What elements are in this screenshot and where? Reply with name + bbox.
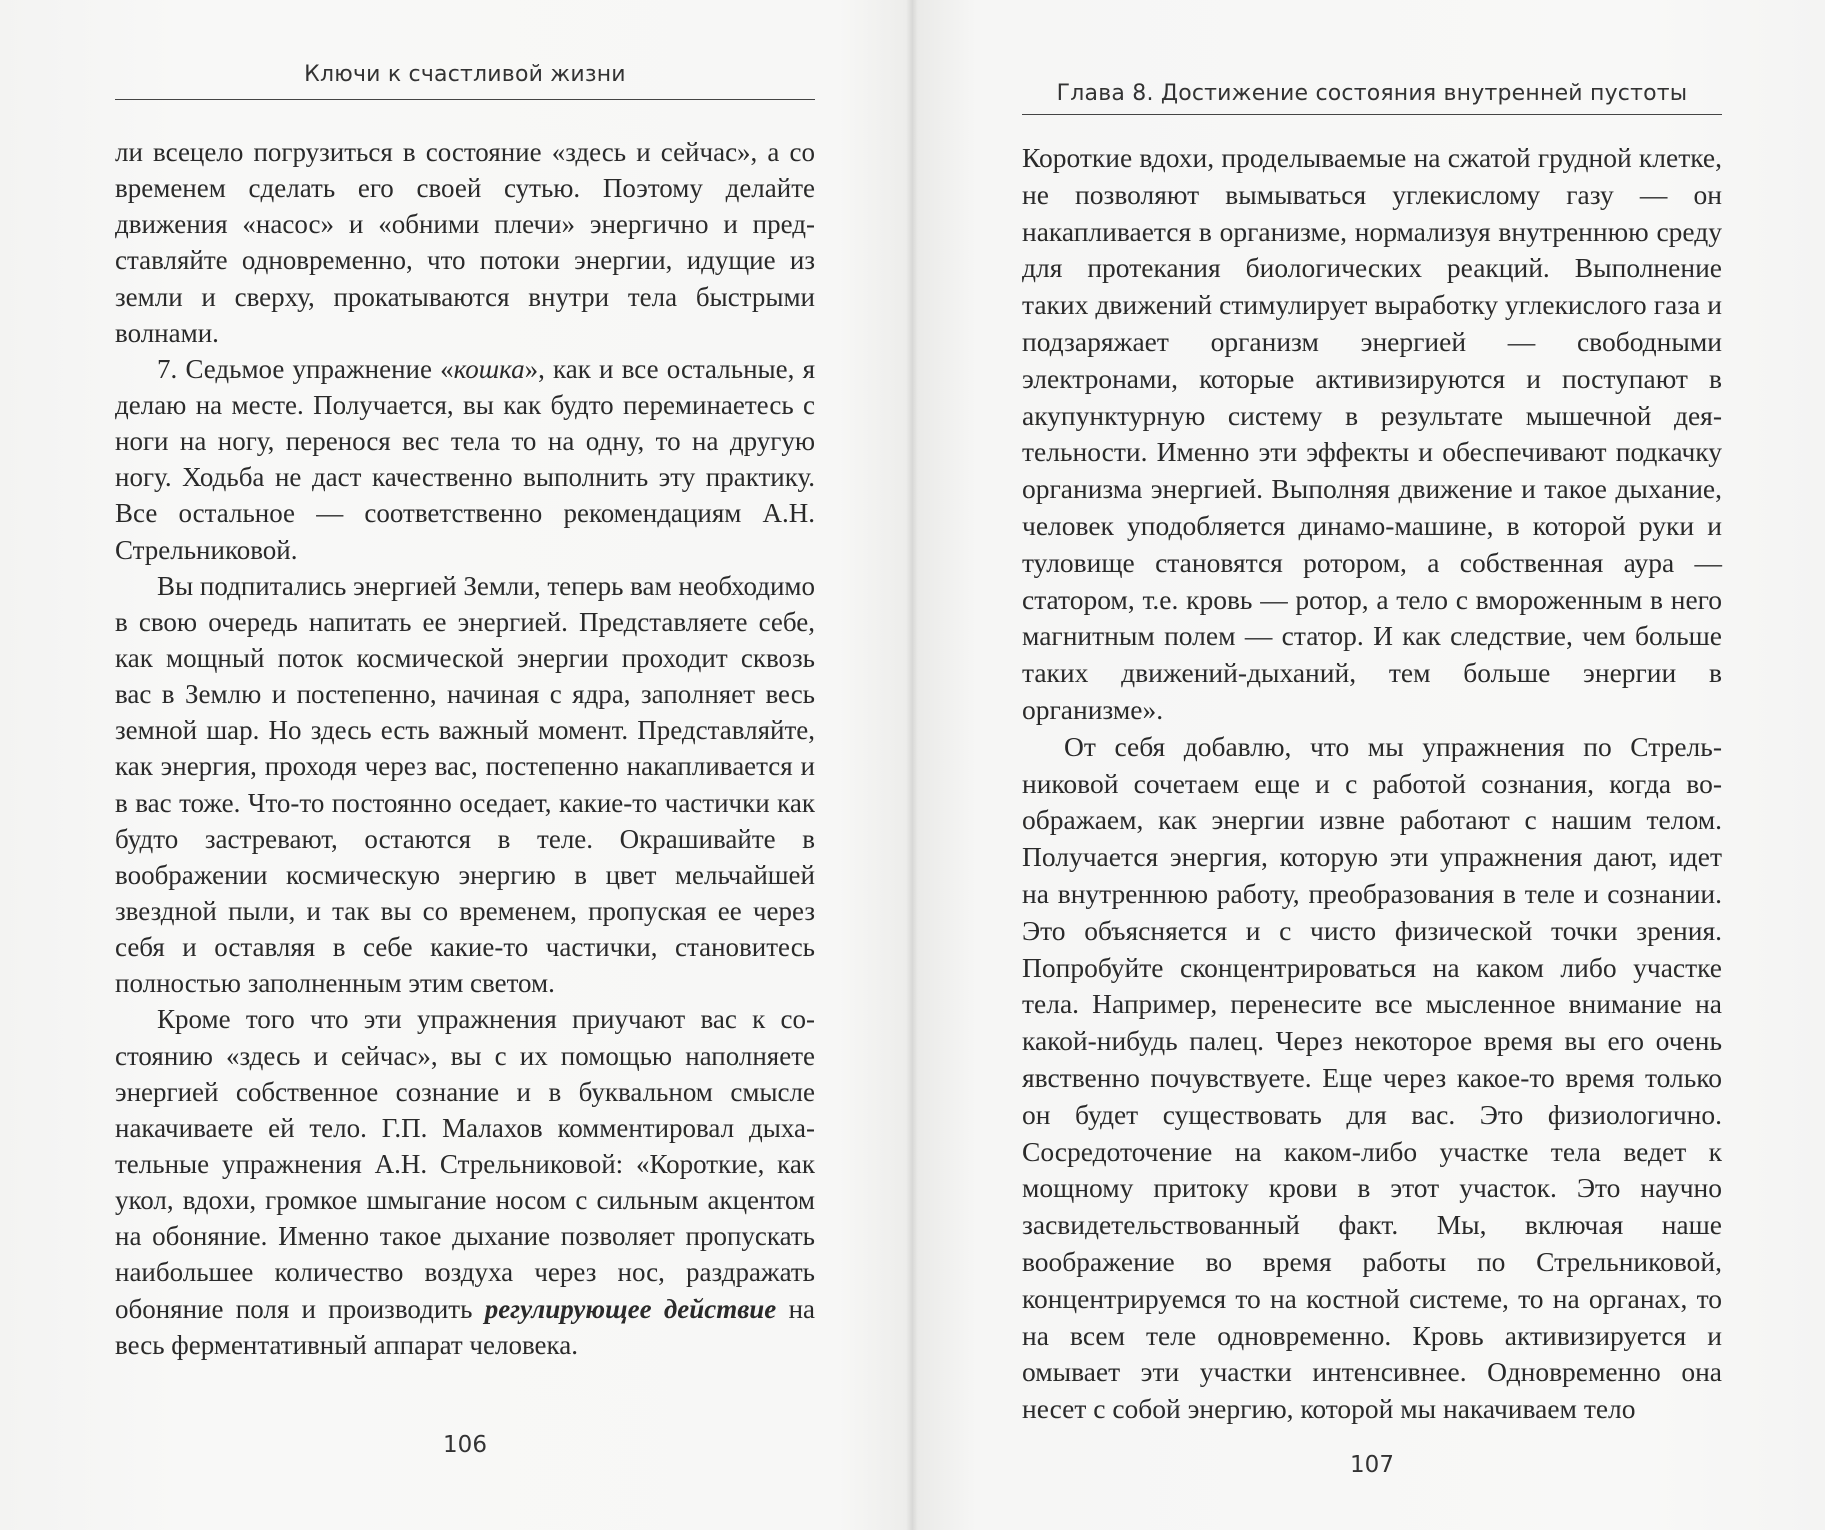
running-head-right: Глава 8. Достижение состояния внутренней пустоты xyxy=(1056,81,1688,106)
left-page xyxy=(0,0,912,1530)
running-head-left: Ключи к счастливой жизни xyxy=(304,62,626,87)
paragraph xyxy=(115,568,815,1002)
paragraph-text: ли всецело погрузиться в состояние «здесь и сейчас», а со временем сделать его своей сутью. Поэтому делайте движения «насос» и «обними плечи» энергично и представляйте одновременно, что потоки энергии, идущие из земли и сверху, прокатываются внутри тела быстрыми волнами. xyxy=(115,137,815,348)
paragraph xyxy=(115,351,815,568)
paragraph-text: Короткие вдохи, проделываемые на сжатой грудной клетке, не позволяют вымываться углекислому газу — он накапливается в организме, нормализуя внутреннюю среду для протекания биологических реакций. Выполнение таких движений стимулирует выработку углекислого газа и подзаряжает организм энергией — свободными электронами, которые активизируются и поступают в акупунктурную систему в результате мышечной деятельности. Именно эти эффекты и обеспечивают подкачку организма энергией. Выполняя движение и такое дыхание, человек уподобляется динамо-машине, в которой руки и туловище становятся ротором, а собственная аура — статором, т.е. кровь — ротор, а тело с вмороженным в него магнитным полем — статор. И как следствие, чем больше таких движений-дыханий, тем больше энергии в организме». xyxy=(1022,142,1722,725)
left-page-text xyxy=(115,134,815,1363)
paragraph-text: Вы подпитались энергией Земли, теперь вам необходимо в свою очередь напитать ее энергией. Представляете себе, как мощный поток космической энергии проходит сквозь вас в Землю и постепенно, начиная с ядра, заполняет весь земной шар. Но здесь есть важный момент. Представляйте, как энергия, проходя через вас, постепенно накапливается и в вас тоже. Что-то постоянно оседает, какие-то частички как будто застревают, остаются в теле. Окрашивайте в воображении космическую энергию в цвет мельчайшей звездной пыли, и так вы со временем, пропуская ее через себя и оставляя в себе какие-то частички, становитесь полностью заполненным этим светом. xyxy=(115,570,815,999)
paragraph-text: Кроме того что эти упражнения приучают вас к состоянию «здесь и сейчас», вы с их помощью наполняете энергией собственное сознание и в буквальном смысле накачиваете ей тело. Г.П. Малахов комментировал дыхательные упражнения А.Н. Стрельниковой: «Короткие, как укол, вдохи, громкое шмыгание носом с сильным акцентом на обоняние. Именно такое дыхание позволяет пропускать наибольшее количество воздуха через нос, раздражать обоняние поля и производить xyxy=(115,1004,815,1324)
paragraph xyxy=(1022,729,1722,1428)
paragraph xyxy=(115,1001,815,1362)
paragraph xyxy=(115,134,815,351)
book-gutter xyxy=(906,0,918,1530)
paragraph-text: 7. Седьмое упражнение « xyxy=(157,353,454,384)
header-rule-left xyxy=(115,99,815,100)
paragraph-text: », как и все остальные, я делаю на месте. Получается, вы как будто переминаетесь с ноги на ногу, перенося вес тела то на одну, то на другую ногу. Ходьба не даст качественно выполнить эту практику. Все остальное — соответственно рекомендациям А.Н. Стрельниковой. xyxy=(115,353,815,565)
emphasis-text: регулирующее действие xyxy=(484,1293,777,1324)
page-number-right: 107 xyxy=(1350,1452,1394,1478)
right-page-text xyxy=(1022,140,1722,1428)
right-page xyxy=(912,0,1825,1530)
paragraph-text: От себя добавлю, что мы упражнения по Стрельниковой сочетаем еще и с работой сознания, когда воображаем, как энергии извне работают с нашим телом. Получается энергия, которую эти упражнения дают, идет на внутреннюю работу, преобразования в теле и сознании. Это объясняется и с чисто физической точки зрения. Попробуйте сконцентрироваться на каком либо участке тела. Например, перенесите все мысленное внимание на какой-нибудь палец. Через некоторое время вы его очень явственно почувствуете. Еще через какое-то время только он будет существовать для вас. Это физиологично. Сосредоточение на каком-либо участке тела ведет к мощному притоку крови в этот участок. Это научно засвидетельствованный факт. Мы, включая наше воображение во время работы по Стрельниковой, концентрируемся то на костной системе, то на органах, то на всем теле одновременно. Кровь активизируется и омывает эти участки интенсивнее. Одновременно она несет с собой энергию, которой мы накачиваем тело xyxy=(1022,730,1722,1425)
paragraph-text: на весь ферментативный аппарат человека. xyxy=(115,1293,816,1360)
page-number-left: 106 xyxy=(443,1432,487,1458)
emphasis-text: кошка xyxy=(453,353,525,384)
paragraph xyxy=(1022,140,1722,729)
header-rule-right xyxy=(1022,114,1722,115)
